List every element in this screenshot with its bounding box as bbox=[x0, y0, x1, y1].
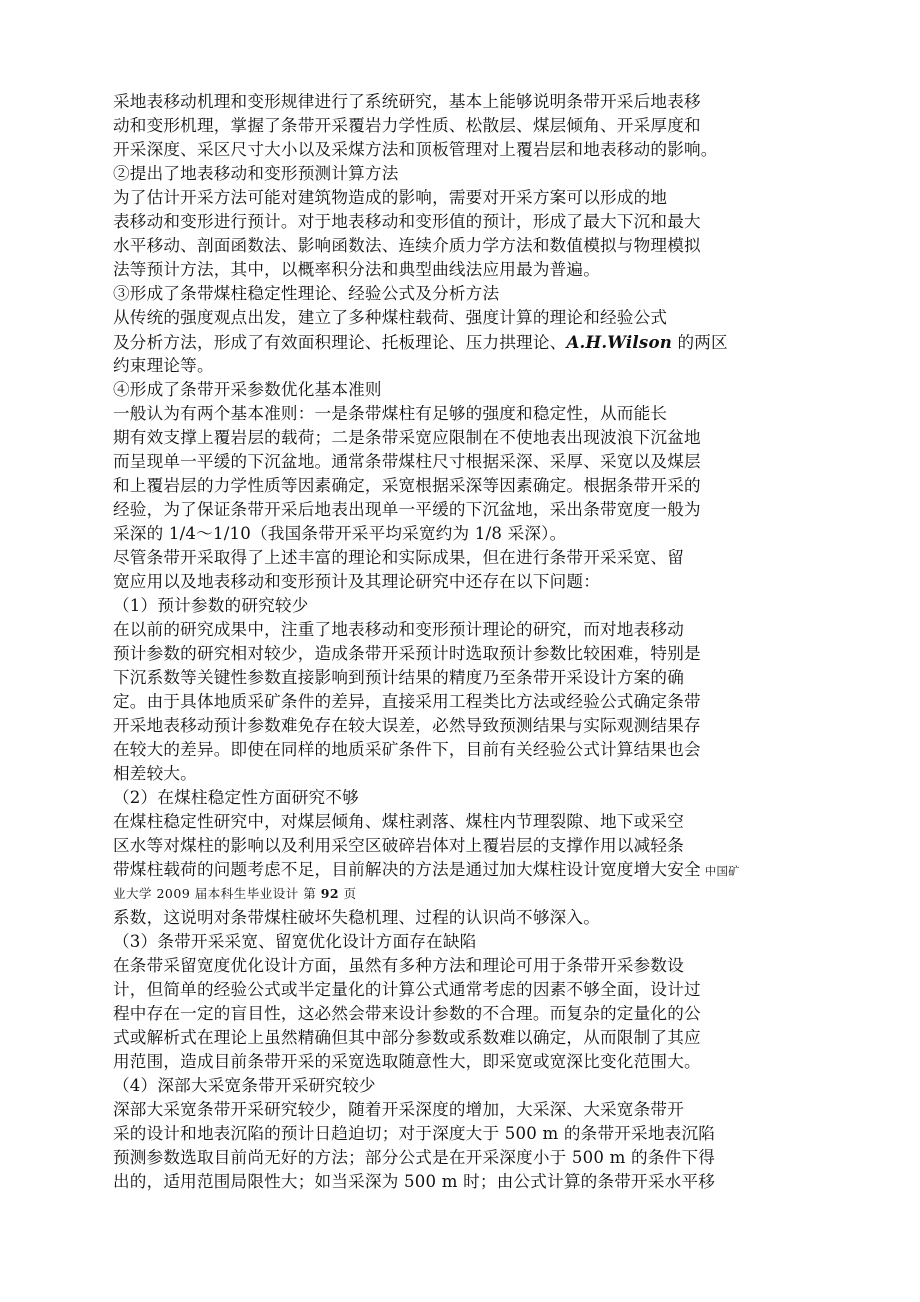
text-line: 相差较大。 bbox=[113, 764, 197, 783]
text-line: 预计参数的研究相对较少，造成条带开采预计时选取预计参数比较困难，特别是 bbox=[113, 644, 701, 663]
text-line: 开采地表移动预计参数难免存在较大误差，必然导致预测结果与实际观测结果存 bbox=[113, 716, 701, 735]
text-span: 及分析方法，形成了有效面积理论、托板理论、压力拱理论、 bbox=[113, 333, 567, 352]
text-line: 经验，为了保证条带开采后地表出现单一平缓的下沉盆地，采出条带宽度一般为 bbox=[113, 500, 701, 519]
text-line: 式或解析式在理论上虽然精确但其中部分参数或系数难以确定，从而限制了其应 bbox=[113, 1028, 701, 1047]
text-line: 期有效支撑上覆岩层的载荷；二是条带采宽应限制在不使地表出现波浪下沉盆地 bbox=[113, 428, 701, 447]
text-line: 采深的 1/4～1/10（我国条带开采平均采宽约为 1/8 采深）。 bbox=[113, 524, 567, 543]
text-line: 动和变形机理，掌握了条带开采覆岩力学性质、松散层、煤层倾角、开采厚度和 bbox=[113, 116, 701, 135]
text-line: 出的，适用范围局限性大；如当采深为 500 m 时；由公式计算的条带开采水平移 bbox=[113, 1172, 716, 1191]
text-line: 在以前的研究成果中，注重了地表移动和变形预计理论的研究，而对地表移动 bbox=[113, 620, 684, 639]
text-line: 系数，这说明对条带煤柱破坏失稳机理、过程的认识尚不够深入。 bbox=[113, 908, 601, 927]
section-heading: （2）在煤柱稳定性方面研究不够 bbox=[113, 788, 359, 807]
text-line: 表移动和变形进行预计。对于地表移动和变形值的预计，形成了最大下沉和最大 bbox=[113, 212, 701, 231]
text-line: 水平移动、剖面函数法、影响函数法、连续介质力学方法和数值模拟与物理模拟 bbox=[113, 236, 701, 255]
text-line: 和上覆岩层的力学性质等因素确定，采宽根据采深等因素确定。根据条带开采的 bbox=[113, 476, 701, 495]
section-heading: ②提出了地表移动和变形预测计算方法 bbox=[113, 164, 399, 183]
text-line bbox=[113, 858, 740, 883]
text-line: 约束理论等。 bbox=[113, 356, 214, 375]
text-line: 程中存在一定的盲目性，这必然会带来设计参数的不合理。而复杂的定量化的公 bbox=[113, 1004, 701, 1023]
text-line: 一般认为有两个基本准则：一是条带煤柱有足够的强度和稳定性，从而能长 bbox=[113, 404, 668, 423]
text-line: 定。由于具体地质采矿条件的差异，直接采用工程类比方法或经验公式确定条带 bbox=[113, 692, 701, 711]
footer-text: 业大学 2009 届本科生毕业设计 第 bbox=[113, 886, 317, 901]
section-heading: ④形成了条带开采参数优化基本准则 bbox=[113, 380, 382, 399]
text-line: 在较大的差异。即使在同样的地质采矿条件下，目前有关经验公式计算结果也会 bbox=[113, 740, 701, 759]
text-span: 带煤柱载荷的问题考虑不足，目前解决的方法是通过加大煤柱设计宽度增大安全 bbox=[113, 860, 701, 879]
author-name: A.H.Wilson bbox=[566, 332, 672, 352]
text-line: 法等预计方法，其中，以概率积分法和典型曲线法应用最为普遍。 bbox=[113, 260, 601, 279]
text-line: 在煤柱稳定性研究中，对煤层倾角、煤柱剥落、煤柱内节理裂隙、地下或采空 bbox=[113, 812, 684, 831]
page-footer bbox=[113, 882, 357, 906]
section-heading: （3）条带开采采宽、留宽优化设计方面存在缺陷 bbox=[113, 932, 477, 951]
text-line: 采的设计和地表沉陷的预计日趋迫切；对于深度大于 500 m 的条带开采地表沉陷 bbox=[113, 1124, 716, 1143]
text-line: 在条带采留宽度优化设计方面，虽然有多种方法和理论可用于条带开采参数设 bbox=[113, 956, 684, 975]
page-number: 92 bbox=[320, 886, 340, 901]
text-span: 的两区 bbox=[671, 333, 728, 352]
text-line: 为了估计开采方法可能对建筑物造成的影响，需要对开采方案可以形成的地 bbox=[113, 188, 668, 207]
section-heading: （4）深部大采宽条带开采研究较少 bbox=[113, 1076, 376, 1095]
text-line: 预测参数选取目前尚无好的方法；部分公式是在开采深度小于 500 m 的条件下得 bbox=[113, 1148, 716, 1167]
text-line: 下沉系数等关键性参数直接影响到预计结果的精度乃至条带开采设计方案的确 bbox=[113, 668, 684, 687]
text-line: 而呈现单一平缓的下沉盆地。通常条带煤柱尺寸根据采深、采厚、采宽以及煤层 bbox=[113, 452, 701, 471]
text-line bbox=[113, 330, 728, 355]
text-line: 深部大采宽条带开采研究较少，随着开采深度的增加，大采深、大采宽条带开 bbox=[113, 1100, 684, 1119]
text-line: 用范围，造成目前条带开采的采宽选取随意性大，即采宽或宽深比变化范围大。 bbox=[113, 1052, 701, 1071]
text-line: 开采深度、采区尺寸大小以及采煤方法和顶板管理对上覆岩层和地表移动的影响。 bbox=[113, 140, 718, 159]
text-line: 区水等对煤柱的影响以及利用采空区破碎岩体对上覆岩层的支撑作用以减轻条 bbox=[113, 836, 684, 855]
footer-page-suffix: 页 bbox=[343, 886, 357, 901]
text-line: 从传统的强度观点出发，建立了多种煤柱载荷、强度计算的理论和经验公式 bbox=[113, 308, 668, 327]
text-line: 采地表移动机理和变形规律进行了系统研究，基本上能够说明条带开采后地表移 bbox=[113, 92, 701, 111]
section-heading: （1）预计参数的研究较少 bbox=[113, 596, 309, 615]
section-heading: ③形成了条带煤柱稳定性理论、经验公式及分析方法 bbox=[113, 284, 500, 303]
text-line: 尽管条带开采取得了上述丰富的理论和实际成果，但在进行条带开采采宽、留 bbox=[113, 548, 684, 567]
text-line: 宽应用以及地表移动和变形预计及其理论研究中还存在以下问题： bbox=[113, 572, 601, 591]
footer-school: 中国矿 bbox=[704, 864, 740, 878]
text-line: 计，但简单的经验公式或半定量化的计算公式通常考虑的因素不够全面，设计过 bbox=[113, 980, 701, 999]
